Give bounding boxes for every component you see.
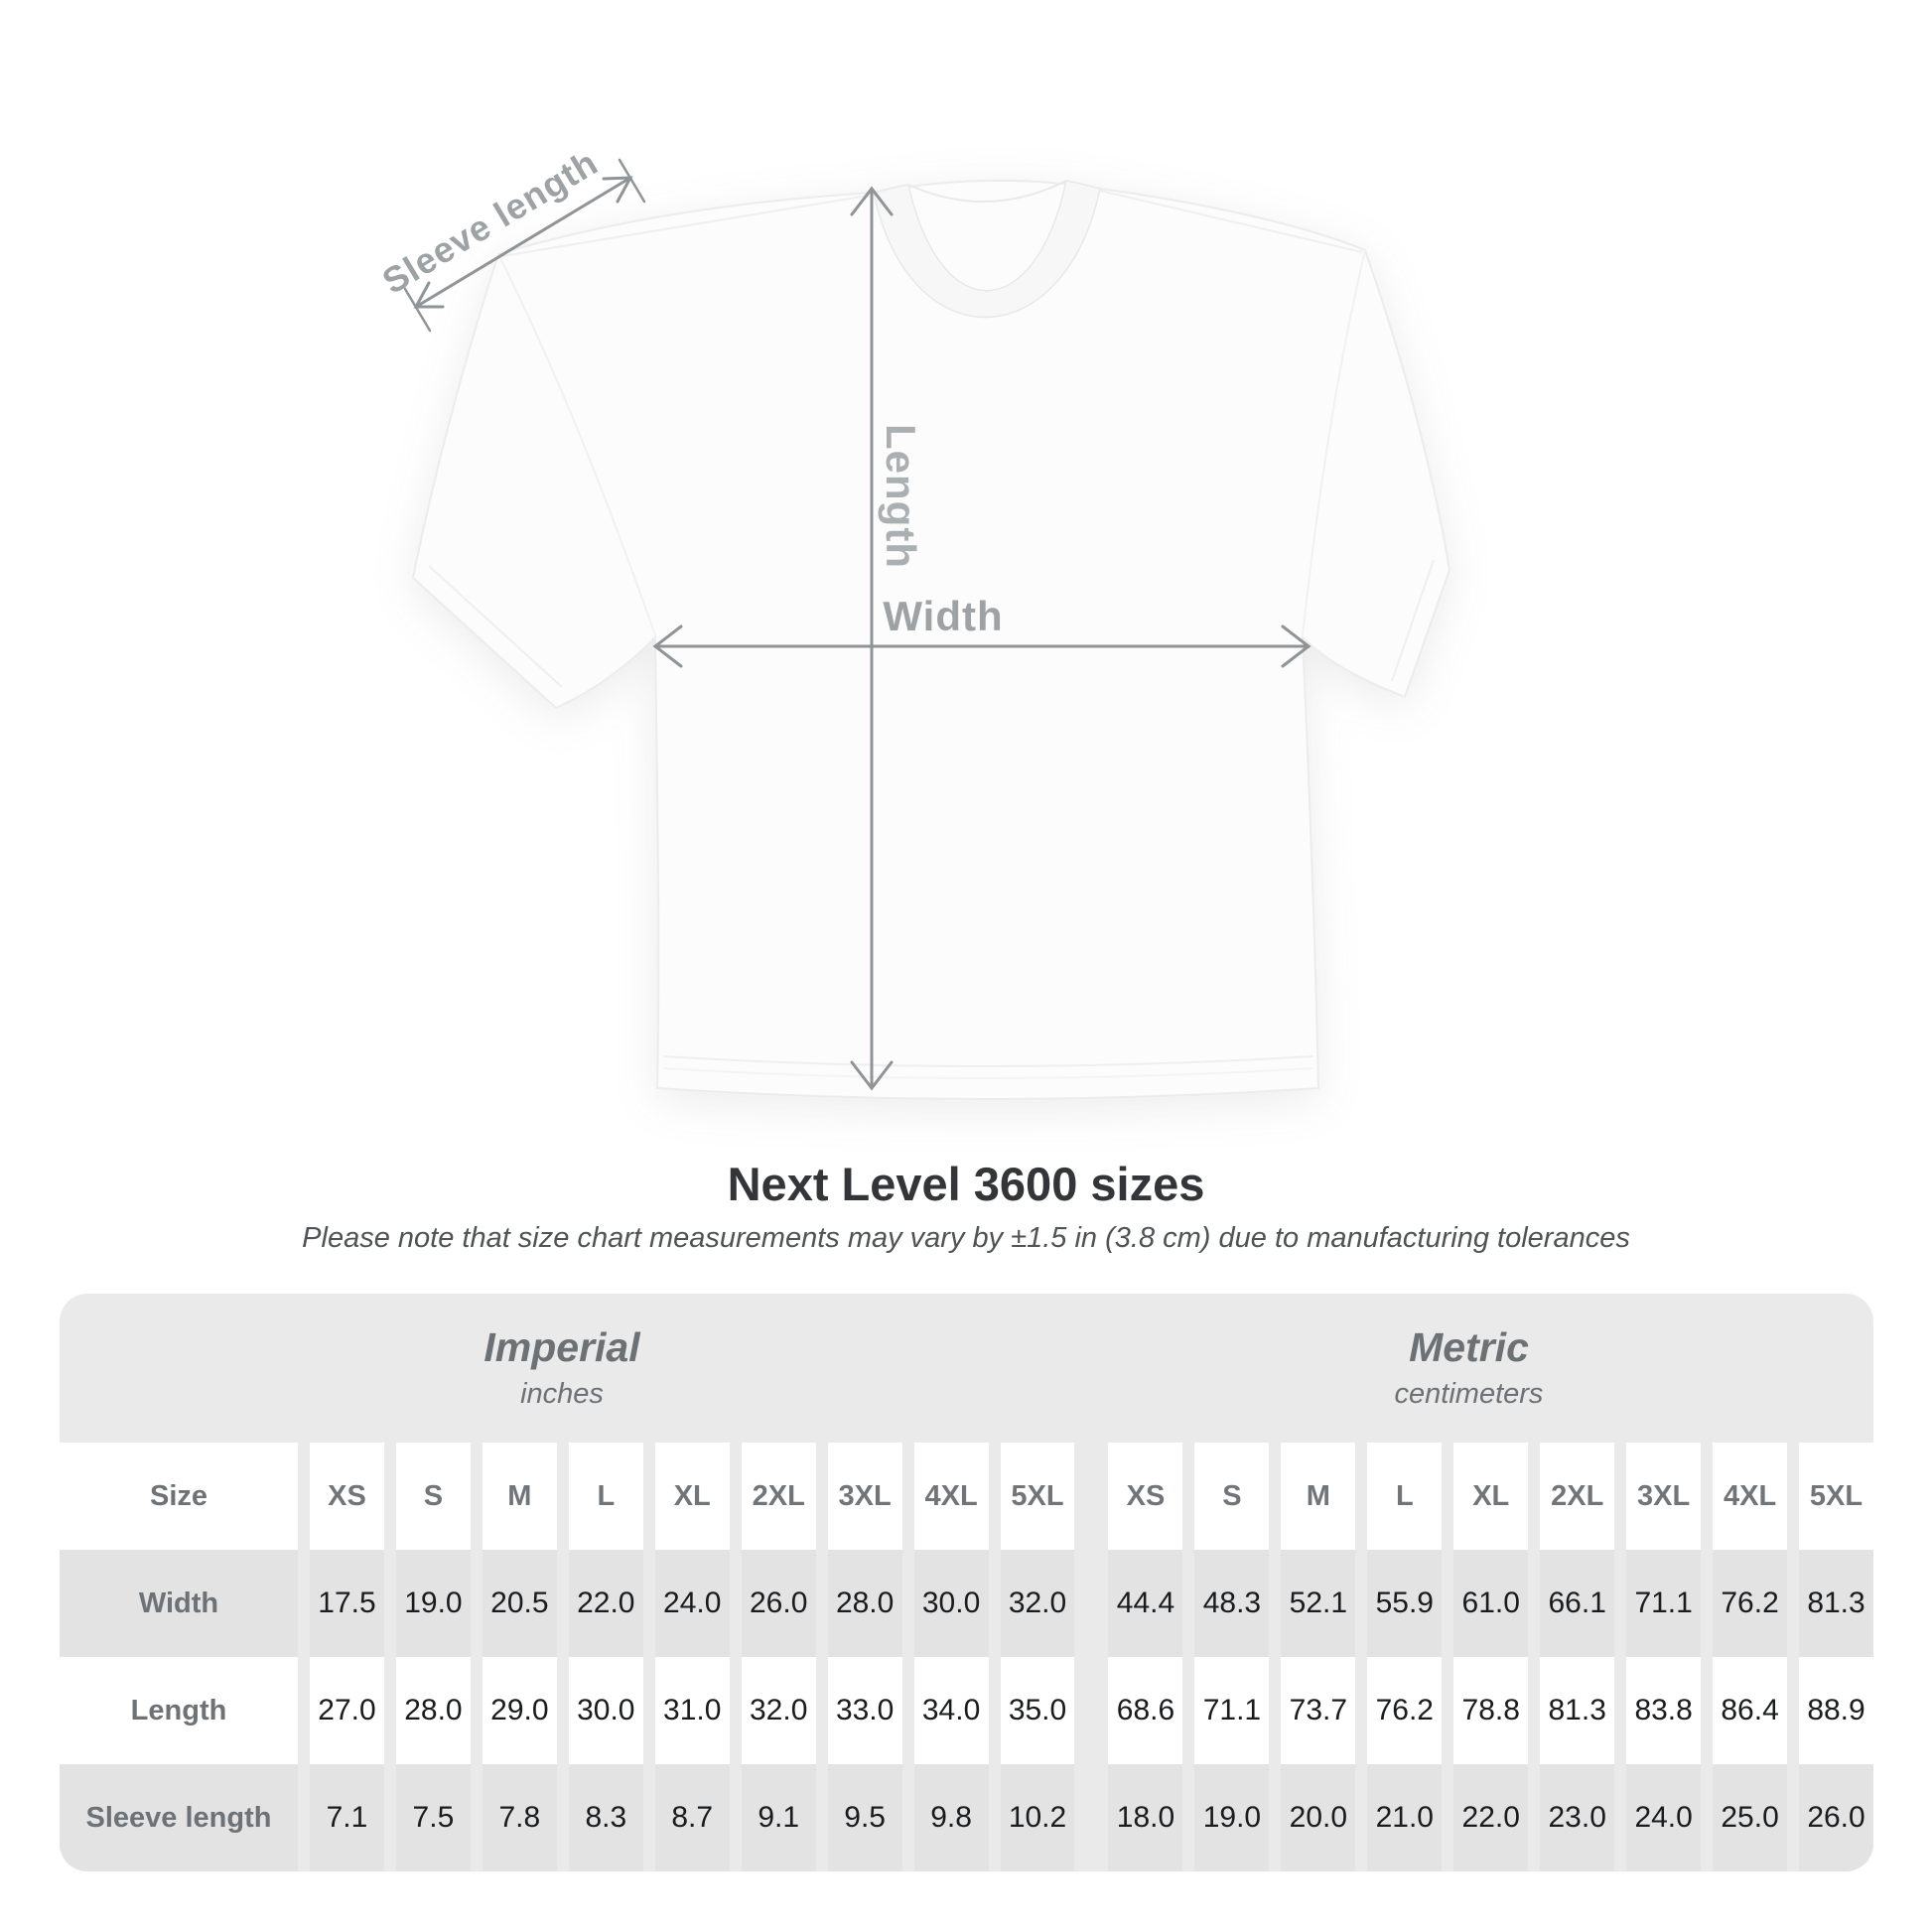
value-cell: 61.0 xyxy=(1453,1550,1528,1657)
value-cell: 23.0 xyxy=(1540,1764,1614,1871)
value-cell: 73.7 xyxy=(1281,1657,1355,1764)
size-column-header: S xyxy=(1194,1443,1269,1550)
size-column-header: 2XL xyxy=(742,1443,816,1550)
value-cell: 33.0 xyxy=(828,1657,902,1764)
value-cell: 30.0 xyxy=(914,1550,989,1657)
value-cell: 71.1 xyxy=(1194,1657,1269,1764)
value-cell: 7.5 xyxy=(396,1764,471,1871)
value-cell: 81.3 xyxy=(1799,1550,1873,1657)
value-cell: 71.1 xyxy=(1626,1550,1701,1657)
value-cell: 35.0 xyxy=(1001,1657,1075,1764)
metric-header xyxy=(1064,1294,1873,1443)
value-cell: 55.9 xyxy=(1367,1550,1442,1657)
size-column-header: 4XL xyxy=(914,1443,989,1550)
value-cell: 34.0 xyxy=(914,1657,989,1764)
value-cell: 10.2 xyxy=(1001,1764,1075,1871)
value-cell: 27.0 xyxy=(310,1657,384,1764)
size-column-header: 3XL xyxy=(828,1443,902,1550)
value-cell: 20.0 xyxy=(1281,1764,1355,1871)
metric-unit: centimeters xyxy=(1394,1378,1544,1410)
row-label: Sleeve length xyxy=(60,1764,298,1871)
value-cell: 25.0 xyxy=(1713,1764,1787,1871)
size-column-header: XS xyxy=(1108,1443,1182,1550)
size-corner-header: Size xyxy=(60,1443,298,1550)
size-column-header: 5XL xyxy=(1001,1443,1075,1550)
table-row xyxy=(60,1443,1873,1550)
value-cell: 9.1 xyxy=(742,1764,816,1871)
unit-group-divider xyxy=(1086,1550,1096,1657)
size-column-header: XS xyxy=(310,1443,384,1550)
value-cell: 66.1 xyxy=(1540,1550,1614,1657)
value-cell: 21.0 xyxy=(1367,1764,1442,1871)
value-cell: 26.0 xyxy=(742,1550,816,1657)
value-cell: 17.5 xyxy=(310,1550,384,1657)
imperial-header xyxy=(60,1294,1064,1443)
value-cell: 22.0 xyxy=(1453,1764,1528,1871)
value-cell: 19.0 xyxy=(1194,1764,1269,1871)
size-column-header: M xyxy=(483,1443,557,1550)
value-cell: 28.0 xyxy=(828,1550,902,1657)
value-cell: 83.8 xyxy=(1626,1657,1701,1764)
width-label: Width xyxy=(883,593,1004,639)
value-cell: 28.0 xyxy=(396,1657,471,1764)
value-cell: 76.2 xyxy=(1367,1657,1442,1764)
imperial-title: Imperial xyxy=(483,1324,640,1370)
value-cell: 88.9 xyxy=(1799,1657,1873,1764)
value-cell: 24.0 xyxy=(1626,1764,1701,1871)
value-cell: 32.0 xyxy=(742,1657,816,1764)
value-cell: 8.3 xyxy=(569,1764,643,1871)
value-cell: 68.6 xyxy=(1108,1657,1182,1764)
value-cell: 29.0 xyxy=(483,1657,557,1764)
row-label: Length xyxy=(60,1657,298,1764)
value-cell: 32.0 xyxy=(1001,1550,1075,1657)
unit-group-divider xyxy=(1086,1657,1096,1764)
tolerance-note: Please note that size chart measurements may vary by ±1.5 in (3.8 cm) due to manufacturing tolerances xyxy=(302,1222,1630,1255)
size-column-header: 4XL xyxy=(1713,1443,1787,1550)
sleeve-end-tick-bottom xyxy=(405,289,430,331)
value-cell: 86.4 xyxy=(1713,1657,1787,1764)
value-cell: 7.1 xyxy=(310,1764,384,1871)
value-cell: 22.0 xyxy=(569,1550,643,1657)
table-row xyxy=(60,1764,1873,1871)
size-column-header: XL xyxy=(655,1443,730,1550)
table-row xyxy=(60,1657,1873,1764)
size-column-header: L xyxy=(569,1443,643,1550)
value-cell: 9.8 xyxy=(914,1764,989,1871)
size-table-panel xyxy=(60,1294,1873,1871)
size-column-header: 3XL xyxy=(1626,1443,1701,1550)
metric-title: Metric xyxy=(1409,1324,1529,1370)
row-label: Width xyxy=(60,1550,298,1657)
unit-group-divider xyxy=(1086,1764,1096,1871)
value-cell: 8.7 xyxy=(655,1764,730,1871)
size-table xyxy=(60,1443,1873,1871)
page-title: Next Level 3600 sizes xyxy=(727,1158,1205,1210)
value-cell: 19.0 xyxy=(396,1550,471,1657)
value-cell: 9.5 xyxy=(828,1764,902,1871)
size-column-header: L xyxy=(1367,1443,1442,1550)
value-cell: 31.0 xyxy=(655,1657,730,1764)
size-column-header: M xyxy=(1281,1443,1355,1550)
unit-header-band xyxy=(60,1294,1873,1443)
sleeve-length-label: Sleeve length xyxy=(374,141,606,302)
size-column-header: S xyxy=(396,1443,471,1550)
value-cell: 44.4 xyxy=(1108,1550,1182,1657)
value-cell: 24.0 xyxy=(655,1550,730,1657)
length-label: Length xyxy=(878,424,924,569)
value-cell: 26.0 xyxy=(1799,1764,1873,1871)
value-cell: 81.3 xyxy=(1540,1657,1614,1764)
value-cell: 18.0 xyxy=(1108,1764,1182,1871)
imperial-unit: inches xyxy=(520,1378,604,1410)
value-cell: 78.8 xyxy=(1453,1657,1528,1764)
table-row xyxy=(60,1550,1873,1657)
value-cell: 20.5 xyxy=(483,1550,557,1657)
size-column-header: 5XL xyxy=(1799,1443,1873,1550)
value-cell: 7.8 xyxy=(483,1764,557,1871)
size-column-header: 2XL xyxy=(1540,1443,1614,1550)
value-cell: 30.0 xyxy=(569,1657,643,1764)
title-block xyxy=(0,1158,1932,1256)
value-cell: 52.1 xyxy=(1281,1550,1355,1657)
size-column-header: XL xyxy=(1453,1443,1528,1550)
unit-group-divider xyxy=(1086,1443,1096,1550)
value-cell: 48.3 xyxy=(1194,1550,1269,1657)
value-cell: 76.2 xyxy=(1713,1550,1787,1657)
